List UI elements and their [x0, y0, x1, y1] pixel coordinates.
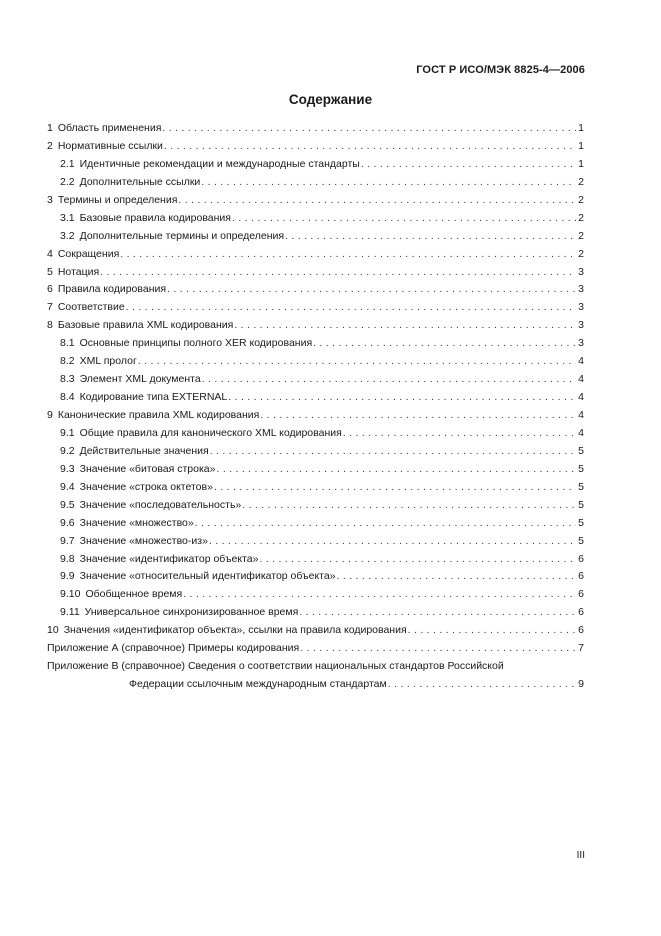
toc-entry-title: Действительные значения — [79, 444, 209, 457]
toc-entry-page: 1 — [578, 157, 584, 170]
toc-entry-page: 5 — [578, 462, 584, 475]
toc-entry-number: 9.8 — [60, 552, 75, 565]
toc-entry-title: Нормативные ссылки — [57, 139, 163, 152]
toc-leader-dots — [408, 622, 577, 640]
toc-entry[interactable] — [47, 246, 584, 264]
toc-entry[interactable] — [47, 192, 584, 210]
toc-entry-title: Базовые правила кодирования — [79, 211, 231, 224]
toc-leader-dots — [300, 640, 576, 658]
toc-entry-page: 6 — [578, 570, 584, 583]
toc-leader-dots — [183, 586, 576, 604]
toc-entry-number: 9.10 — [60, 588, 81, 601]
toc-entry[interactable] — [47, 389, 584, 407]
toc-entry-title: Нотация — [57, 265, 100, 278]
toc-entry-number: 2.1 — [60, 157, 75, 170]
toc-leader-dots — [232, 210, 576, 228]
toc-entry-number: 9.9 — [60, 570, 75, 583]
toc-entry-number: 10 — [47, 624, 59, 637]
toc-entry-number: 2.2 — [60, 175, 75, 188]
toc-entry-title: Соответствие — [57, 301, 125, 314]
toc-entry-title: Приложение В (справочное) Сведения о соответствии национальных стандартов Российской — [47, 660, 504, 673]
toc-entry-page: 3 — [578, 301, 584, 314]
toc-entry-page: 4 — [578, 426, 584, 439]
toc-leader-dots — [388, 676, 576, 694]
toc-leader-dots — [260, 407, 576, 425]
toc-entry-page: 6 — [578, 606, 584, 619]
toc-leader-dots — [126, 299, 576, 317]
toc-entry-title: Значение «относительный идентификатор объекта» — [79, 570, 336, 583]
toc-entry-page: 3 — [578, 283, 584, 296]
toc-entry-title: Дополнительные ссылки — [79, 175, 201, 188]
toc-leader-dots — [178, 192, 576, 210]
toc-entry-page: 1 — [578, 139, 584, 152]
toc-leader-dots — [138, 353, 576, 371]
toc-entry-title: Основные принципы полного XER кодирования — [79, 337, 313, 350]
toc-entry-page: 3 — [578, 319, 584, 332]
toc-leader-dots — [361, 156, 576, 174]
toc-entry-number: 5 — [47, 265, 53, 278]
toc-entry[interactable] — [47, 210, 584, 228]
toc-entry-title: Значения «идентификатор объекта», ссылки на правила кодирования — [63, 624, 407, 637]
toc-entry-page: 6 — [578, 624, 584, 637]
toc-leader-dots — [167, 281, 576, 299]
toc-leader-dots — [164, 138, 576, 156]
toc-entry-page: 4 — [578, 391, 584, 404]
toc-entry-page: 9 — [578, 678, 584, 691]
toc-leader-dots — [214, 479, 576, 497]
toc-entry[interactable] — [47, 174, 584, 192]
toc-entry-page: 4 — [578, 373, 584, 386]
toc-entry-number: 3 — [47, 193, 53, 206]
toc-entry[interactable] — [47, 515, 584, 533]
toc-entry-title: Дополнительные термины и определения — [79, 229, 285, 242]
toc-entry-number: 2 — [47, 139, 53, 152]
toc-leader-dots — [216, 461, 576, 479]
toc-leader-dots — [210, 443, 576, 461]
toc-entry-number: 8.1 — [60, 337, 75, 350]
toc-entry[interactable] — [47, 299, 584, 317]
toc-entry-page: 3 — [578, 265, 584, 278]
toc-entry-title: Значение «строка октетов» — [79, 480, 213, 493]
toc-entry[interactable] — [47, 353, 584, 371]
toc-entry-page: 2 — [578, 229, 584, 242]
toc-leader-dots — [195, 515, 576, 533]
toc-entry-title: Область применения — [57, 122, 162, 134]
toc-leader-dots — [299, 604, 576, 622]
toc-entry-annex-a[interactable] — [47, 640, 584, 658]
toc-entry-number: 8.4 — [60, 391, 75, 404]
toc-entry[interactable] — [47, 497, 584, 515]
toc-entry-page: 3 — [578, 337, 584, 350]
toc-entry[interactable] — [47, 586, 584, 604]
toc-entry-title: Общие правила для канонического XML кодирования — [79, 426, 342, 439]
toc-entry-title: Кодирование типа EXTERNAL — [79, 391, 228, 404]
toc-entry-number: 9.5 — [60, 498, 75, 511]
toc-entry[interactable] — [47, 425, 584, 443]
toc-entry-page: 5 — [578, 534, 584, 547]
toc-entry-number: 9.6 — [60, 516, 75, 529]
toc-leader-dots — [162, 120, 576, 138]
toc-entry-number: 4 — [47, 247, 53, 260]
toc-entry-number: 9.7 — [60, 534, 75, 547]
toc-entry-page: 5 — [578, 498, 584, 511]
toc-entry-number: 9.11 — [60, 606, 80, 619]
toc-leader-dots — [259, 551, 576, 569]
toc-entry-title: Приложение А (справочное) Примеры кодирования — [47, 642, 300, 655]
toc-title: Содержание — [288, 92, 373, 107]
toc-leader-dots — [313, 335, 576, 353]
toc-leader-dots — [228, 389, 576, 407]
toc-entry-number: 1 — [47, 122, 53, 134]
toc-entry-title: Универсальное синхронизированное время — [84, 606, 299, 619]
toc-entry-title: Значение «множество» — [79, 516, 194, 529]
toc-entry-title: Идентичные рекомендации и международные стандарты — [79, 157, 360, 170]
toc-entry-page: 1 — [578, 122, 584, 134]
toc-entry[interactable] — [47, 568, 584, 586]
toc-entry-title: Федерации ссылочным международным стандартам — [129, 678, 387, 691]
toc-entry[interactable] — [47, 407, 584, 425]
toc-entry-title: Обобщенное время — [85, 588, 183, 601]
page-number: III — [576, 850, 585, 861]
toc-entry-page: 5 — [578, 516, 584, 529]
toc-entry-title: Канонические правила XML кодирования — [57, 409, 260, 421]
toc-entry[interactable] — [47, 551, 584, 569]
toc-entry[interactable] — [47, 371, 584, 389]
toc-entry-annex-b-continued[interactable] — [47, 676, 584, 694]
toc-entry[interactable] — [47, 281, 584, 299]
table-of-contents — [47, 120, 584, 694]
toc-entry-page: 6 — [578, 552, 584, 565]
toc-leader-dots — [242, 497, 576, 515]
toc-entry-number: 9.2 — [60, 444, 75, 457]
toc-entry-page: 4 — [578, 355, 584, 368]
toc-entry-page: 6 — [578, 588, 584, 601]
toc-entry-annex-b[interactable] — [47, 658, 584, 676]
toc-leader-dots — [343, 425, 576, 443]
toc-entry-page: 7 — [578, 642, 584, 655]
toc-entry-page: 2 — [578, 247, 584, 260]
toc-entry[interactable] — [47, 120, 584, 138]
toc-leader-dots — [234, 317, 576, 335]
toc-entry-number: 8.3 — [60, 373, 75, 386]
toc-entry[interactable] — [47, 335, 584, 353]
toc-entry-page: 5 — [578, 444, 584, 457]
toc-entry-number: 8 — [47, 319, 53, 332]
toc-entry[interactable] — [47, 604, 584, 622]
toc-entry[interactable] — [47, 622, 584, 640]
toc-leader-dots — [100, 264, 576, 282]
toc-entry-title: Базовые правила XML кодирования — [57, 319, 234, 332]
toc-leader-dots — [120, 246, 576, 264]
toc-entry-number: 3.2 — [60, 229, 75, 242]
toc-entry-title: Значение «последовательность» — [79, 498, 242, 511]
toc-entry[interactable] — [47, 479, 584, 497]
toc-entry-title: Значение «идентификатор объекта» — [79, 552, 259, 565]
toc-entry[interactable] — [47, 264, 584, 282]
toc-leader-dots — [285, 228, 576, 246]
toc-entry-number: 9.3 — [60, 462, 75, 475]
toc-entry[interactable] — [47, 317, 584, 335]
toc-entry[interactable] — [47, 443, 584, 461]
toc-leader-dots — [201, 174, 576, 192]
toc-entry-title: Термины и определения — [57, 193, 178, 206]
toc-entry-page: 2 — [578, 175, 584, 188]
toc-entry-title: Значение «множество-из» — [79, 534, 208, 547]
toc-leader-dots — [209, 533, 576, 551]
toc-entry-title: Значение «битовая строка» — [79, 462, 216, 475]
toc-entry-page: 2 — [578, 211, 584, 224]
toc-entry-title: Сокращения — [57, 247, 120, 260]
toc-entry-number: 9.1 — [60, 426, 75, 439]
toc-entry[interactable] — [47, 156, 584, 174]
toc-entry-number: 6 — [47, 283, 53, 296]
toc-entry-number: 8.2 — [60, 355, 75, 368]
toc-entry-title: Элемент XML документа — [79, 373, 201, 386]
toc-leader-dots — [202, 371, 576, 389]
toc-entry-title: Правила кодирования — [57, 283, 167, 296]
toc-leader-dots — [337, 568, 577, 586]
toc-entry-number: 9.4 — [60, 480, 75, 493]
toc-entry-number: 7 — [47, 301, 53, 314]
toc-entry-number: 9 — [47, 409, 53, 421]
document-code: ГОСТ Р ИСО/МЭК 8825-4—2006 — [416, 64, 585, 76]
toc-entry[interactable] — [47, 461, 584, 479]
toc-entry[interactable] — [47, 228, 584, 246]
toc-entry-page: 4 — [578, 409, 584, 421]
toc-entry-number: 3.1 — [60, 211, 75, 224]
toc-entry[interactable] — [47, 533, 584, 551]
toc-entry[interactable] — [47, 138, 584, 156]
toc-entry-title: XML пролог — [79, 355, 137, 368]
toc-entry-page: 2 — [578, 193, 584, 206]
toc-entry-page: 5 — [578, 480, 584, 493]
